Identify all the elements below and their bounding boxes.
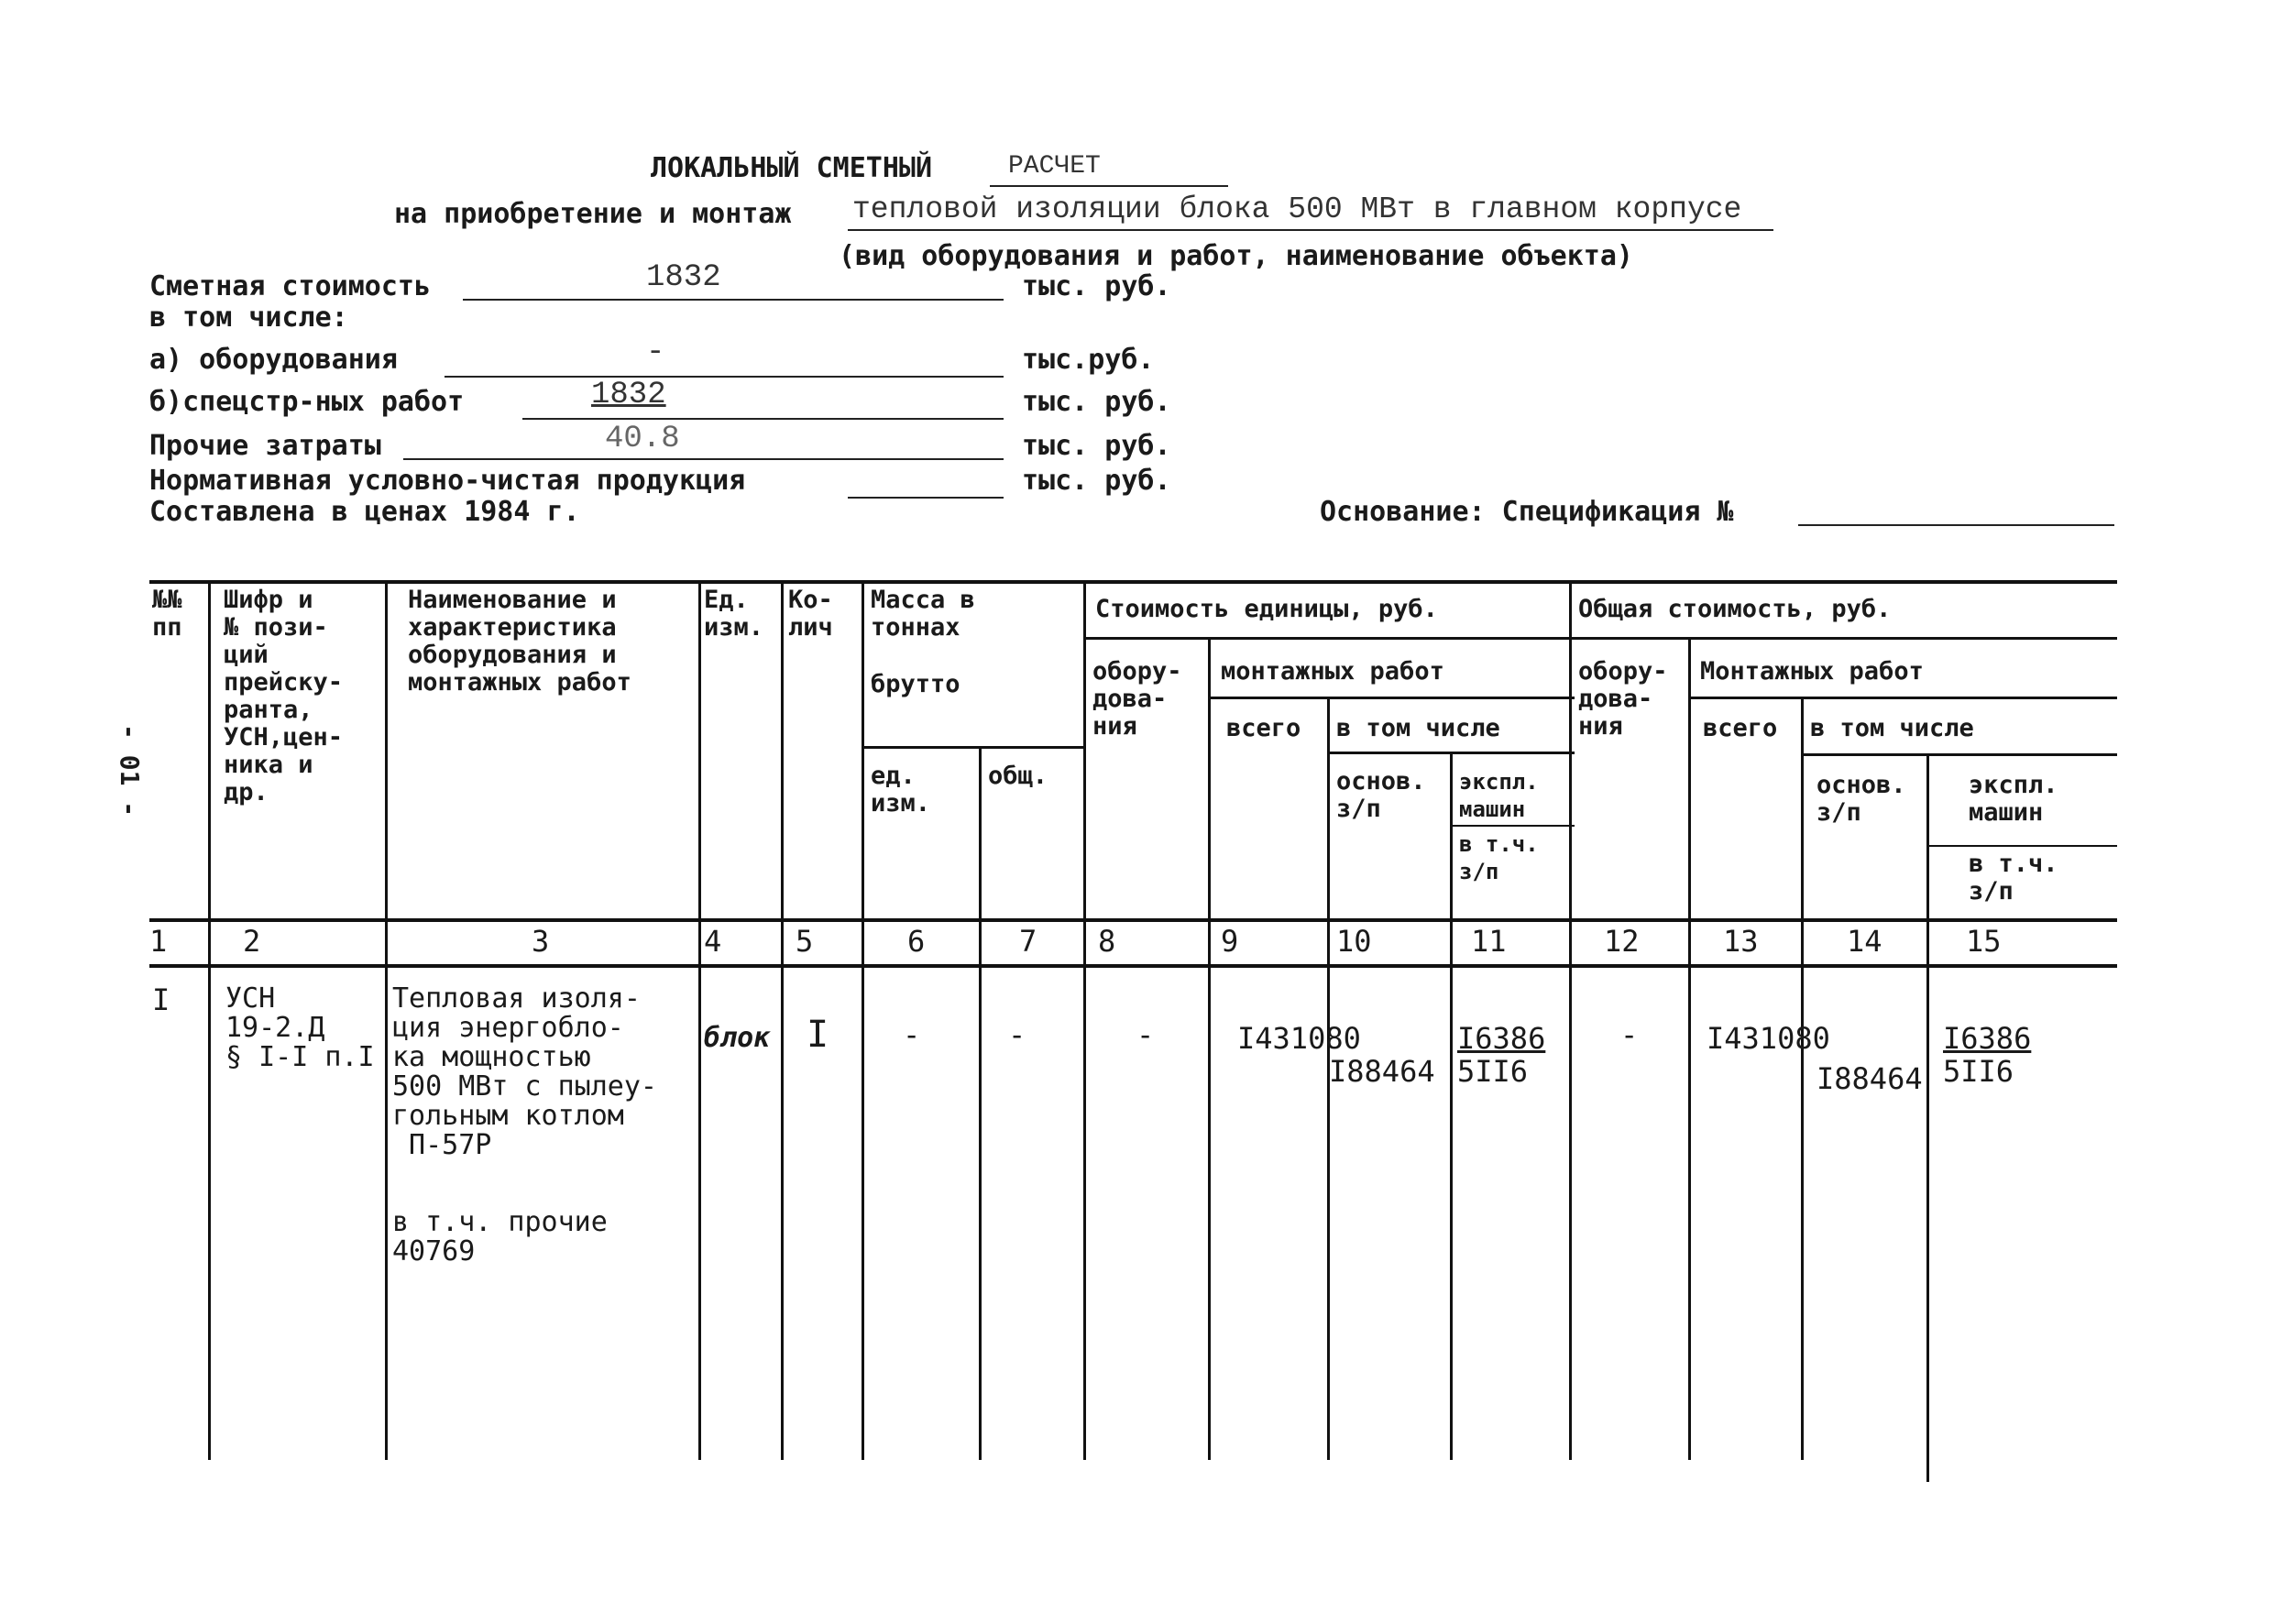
- table-top-rule: [149, 580, 2117, 584]
- header-mass-total: общ.: [988, 762, 1048, 790]
- normative-unit: тыс. руб.: [1022, 465, 1171, 497]
- col-number-9: 9: [1221, 924, 1239, 959]
- header-brutto: брутто: [871, 670, 960, 698]
- header-unit-equipment: обору- дова- ния: [1092, 657, 1182, 741]
- header-code: Шифр и № пози- ций прейску- ранта, УСН,цен- ника и др.: [224, 586, 344, 807]
- row-1-unit: блок: [704, 1022, 771, 1054]
- header-unit-including: в том числе: [1336, 714, 1500, 742]
- header-unit-salary: основ. з/п: [1336, 767, 1426, 823]
- col-number-2: 2: [243, 924, 261, 959]
- equipment-label: а) оборудования: [149, 344, 398, 376]
- col-number-15: 15: [1966, 924, 2002, 959]
- col-divider-3: [698, 580, 701, 1460]
- subject-caption: (вид оборудования и работ, наименование объекта): [839, 240, 1633, 272]
- col-number-5: 5: [796, 924, 814, 959]
- table-rule-mass: [862, 746, 1083, 749]
- other-costs-unit: тыс. руб.: [1022, 430, 1171, 462]
- row-1-unit-mounting-total: I431080: [1237, 1021, 1361, 1056]
- row-1-unit-equipment: -: [1136, 1017, 1155, 1052]
- col-number-11: 11: [1471, 924, 1507, 959]
- header-unit-mounting: монтажных работ: [1221, 657, 1444, 686]
- header-total-mounting: Монтажных работ: [1700, 657, 1924, 686]
- header-total-all: всего: [1703, 714, 1778, 742]
- header-total-including: в том числе: [1810, 714, 1974, 742]
- col-number-13: 13: [1723, 924, 1759, 959]
- special-works-line: [522, 418, 1004, 420]
- other-costs-line: [403, 458, 1004, 460]
- col-number-4: 4: [704, 924, 722, 959]
- basis-line: [1798, 524, 2114, 526]
- col-number-8: 8: [1098, 924, 1116, 959]
- col-divider-11: [1569, 580, 1572, 1460]
- special-works-unit: тыс. руб.: [1022, 386, 1171, 418]
- col-number-1: 1: [149, 924, 168, 959]
- subject-label: на приобретение и монтаж: [394, 198, 792, 230]
- row-1-unit-machines-salary: 5II6: [1457, 1054, 1529, 1089]
- col-number-10: 10: [1336, 924, 1372, 959]
- row-1-number: I: [152, 982, 170, 1017]
- cost-line: [463, 299, 1004, 301]
- col-number-7: 7: [1019, 924, 1037, 959]
- page-number: - 01 -: [115, 724, 145, 817]
- header-unit-machines-salary: в т.ч. з/п: [1459, 831, 1539, 884]
- col-number-12: 12: [1604, 924, 1640, 959]
- document-type-value: РАСЧЕТ: [1008, 152, 1101, 181]
- subject-value: тепловой изоляции блока 500 МВт в главном корпусе: [852, 192, 1742, 226]
- row-1-total-salary: I88464: [1817, 1061, 1923, 1096]
- header-unit-cost: Стоимость единицы, руб.: [1095, 595, 1438, 623]
- document-type-line: [990, 185, 1228, 187]
- header-mass: Масса в тоннах: [871, 586, 975, 642]
- cost-label: Сметная стоимость: [149, 270, 432, 302]
- row-1-name-note: в т.ч. прочие 40769: [392, 1206, 608, 1267]
- equipment-value: -: [646, 335, 665, 370]
- table-rule-total-sub: [1569, 637, 2117, 640]
- header-total-machines: экспл. машин: [1969, 771, 2058, 827]
- special-works-label: б)спецстр-ных работ: [149, 386, 465, 418]
- header-total-cost: Общая стоимость, руб.: [1578, 595, 1892, 623]
- header-unit-total: всего: [1226, 714, 1301, 742]
- header-unit-machines: экспл. машин: [1459, 769, 1539, 822]
- row-1-total-mounting: I431080: [1707, 1021, 1830, 1056]
- header-unit: Ед. изм.: [704, 586, 764, 642]
- col-divider-14: [1926, 753, 1929, 1482]
- equipment-unit: тыс.руб.: [1022, 344, 1155, 376]
- row-1-total-machines-salary: 5II6: [1943, 1054, 2014, 1089]
- table-rule-c15: [1926, 845, 2117, 847]
- cost-unit: тыс. руб.: [1022, 270, 1171, 302]
- header-row-number: №№ пп: [152, 586, 182, 642]
- table-rule-numbers-bottom: [149, 964, 2117, 968]
- special-works-value: 1832: [591, 378, 666, 412]
- header-total-salary: основ. з/п: [1817, 771, 1906, 827]
- prices-label: Составлена в ценах 1984 г.: [149, 496, 580, 528]
- table-rule-mount-total: [1688, 697, 2117, 699]
- table-rule-mount-unit: [1208, 697, 1575, 699]
- other-costs-label: Прочие затраты: [149, 430, 381, 462]
- header-total-equipment: обору- дова- ния: [1578, 657, 1668, 741]
- col-divider-8: [1208, 637, 1211, 1460]
- subject-line: [848, 229, 1773, 231]
- col-divider-4: [781, 580, 784, 1460]
- header-name: Наименование и характеристика оборудования и монтажных работ: [408, 586, 631, 697]
- table-rule-incl-total: [1801, 753, 2117, 756]
- col-divider-13: [1801, 697, 1804, 1460]
- document-title: ЛОКАЛЬНЫЙ СМЕТНЫЙ: [651, 152, 933, 184]
- row-1-mass-total: -: [1008, 1017, 1026, 1052]
- col-number-3: 3: [532, 924, 550, 959]
- row-1-mass-unit: -: [903, 1017, 921, 1052]
- col-number-6: 6: [907, 924, 926, 959]
- row-1-name: Тепловая изоля- ция энергобло- ка мощностью 500 МВт с пылеу- гольным котлом П-57Р: [392, 982, 657, 1161]
- header-total-machines-salary: в т.ч. з/п: [1969, 850, 2058, 905]
- normative-line: [848, 497, 1004, 499]
- row-1-quantity: I: [807, 1014, 829, 1056]
- col-number-14: 14: [1847, 924, 1882, 959]
- row-1-unit-machines: I6386: [1457, 1021, 1546, 1056]
- col-divider-5: [862, 580, 864, 1460]
- cost-value: 1832: [646, 260, 721, 295]
- col-divider-12: [1688, 637, 1691, 1460]
- col-divider-7: [1083, 580, 1086, 1460]
- col-divider-6: [979, 746, 982, 1460]
- row-1-total-equipment: -: [1620, 1017, 1639, 1052]
- header-quantity: Ко- лич: [788, 586, 833, 642]
- basis-label: Основание: Спецификация №: [1320, 496, 1734, 528]
- table-rule-unit-sub: [1083, 637, 1599, 640]
- normative-label: Нормативная условно-чистая продукция: [149, 465, 746, 497]
- row-1-unit-salary: I88464: [1329, 1054, 1435, 1089]
- including-label: в том числе:: [149, 302, 348, 334]
- col-divider-2: [385, 580, 388, 1460]
- other-costs-value: 40.8: [605, 422, 680, 456]
- col-divider-10: [1450, 752, 1453, 1460]
- table-rule-numbers-top: [149, 918, 2117, 922]
- equipment-line: [445, 376, 1004, 378]
- header-mass-unit: ед. изм.: [871, 762, 931, 817]
- row-1-code: УСН 19-2.Д § I-I п.I: [225, 982, 375, 1073]
- table-rule-c11: [1450, 825, 1575, 827]
- col-divider-1: [208, 580, 211, 1460]
- row-1-total-machines: I6386: [1943, 1021, 2032, 1056]
